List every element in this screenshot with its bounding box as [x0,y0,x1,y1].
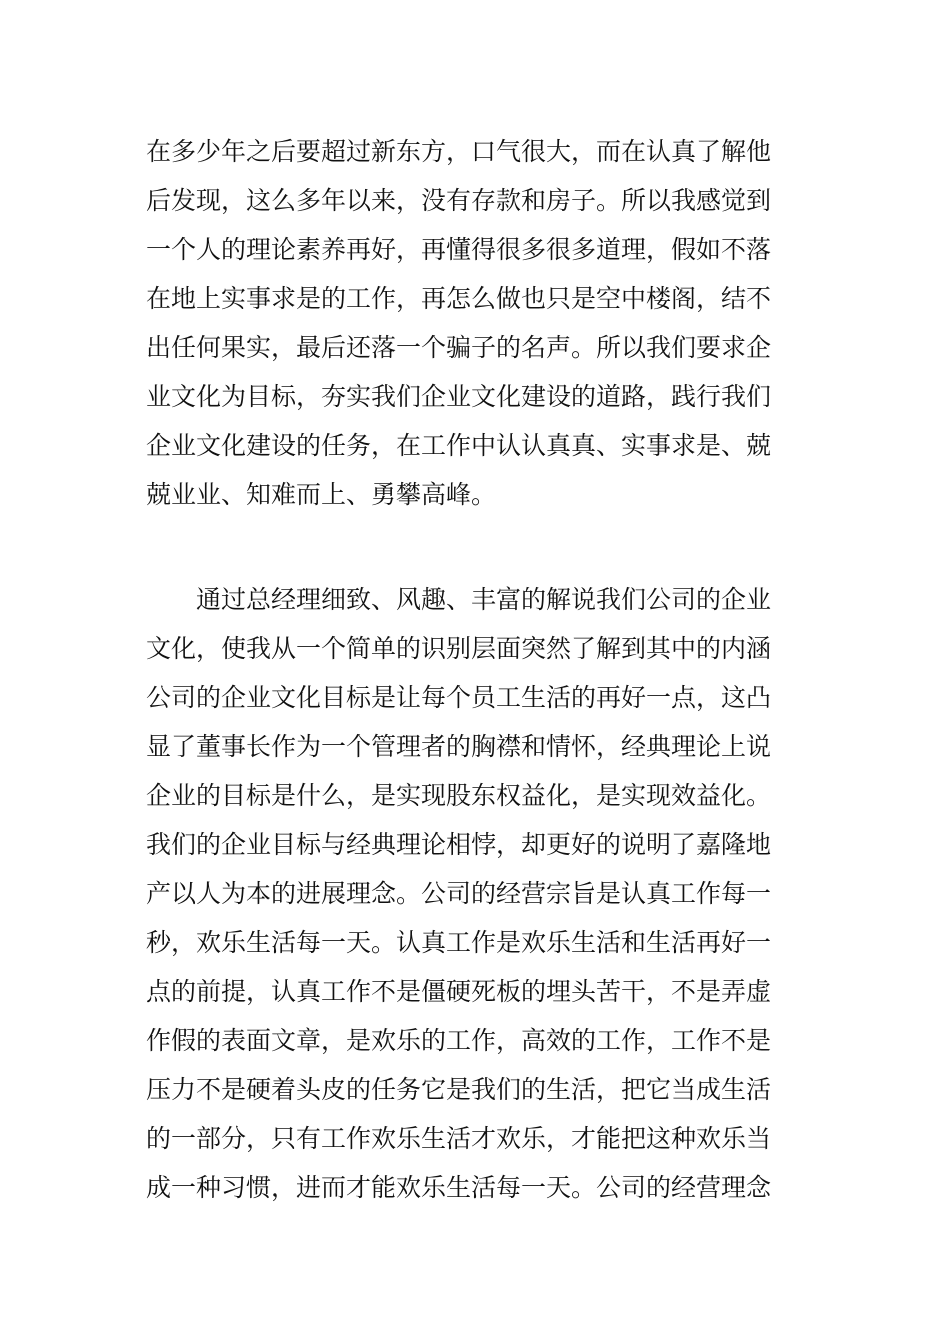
paragraph-line: 秒，欢乐生活每一天。认真工作是欢乐生活和生活再好一 [146,928,772,957]
paragraph-line: 文化，使我从一个简单的识别层面突然了解到其中的内涵 [146,634,772,663]
paragraph-line: 在地上实事求是的工作，再怎么做也只是空中楼阁，结不 [146,284,772,313]
paragraph-line: 压力不是硬着头皮的任务它是我们的生活，把它当成生活 [146,1075,772,1104]
paragraph-line: 业文化为目标，夯实我们企业文化建设的道路，践行我们 [146,382,772,411]
paragraph-line: 作假的表面文章，是欢乐的工作，高效的工作，工作不是 [146,1026,772,1055]
paragraph-1 [146,127,811,519]
paragraph-line: 显了董事长作为一个管理者的胸襟和情怀，经典理论上说 [146,732,772,761]
paragraph-line: 出任何果实，最后还落一个骗子的名声。所以我们要求企 [146,333,772,362]
paragraph-line: 成一种习惯，进而才能欢乐生活每一天。公司的经营理念 [146,1173,772,1202]
paragraph-line: 一个人的理论素养再好，再懂得很多很多道理，假如不落 [146,235,772,264]
paragraph-line: 企业的目标是什么，是实现股东权益化，是实现效益化。 [146,781,772,810]
paragraph-line: 点的前提，认真工作不是僵硬死板的埋头苦干，不是弄虚 [146,977,772,1006]
paragraph-line: 通过总经理细致、风趣、丰富的解说我们公司的企业 [146,585,772,614]
paragraph-line: 我们的企业目标与经典理论相悖，却更好的说明了嘉隆地 [146,830,772,859]
paragraph-line: 的一部分，只有工作欢乐生活才欢乐，才能把这种欢乐当 [146,1124,772,1153]
paragraph-line: 兢业业、知难而上、勇攀高峰。 [146,480,497,509]
paragraph-line: 企业文化建设的任务，在工作中认认真真、实事求是、兢 [146,431,772,460]
paragraph-line: 公司的企业文化目标是让每个员工生活的再好一点，这凸 [146,683,772,712]
paragraph-2 [146,575,811,1212]
paragraph-line: 产以人为本的进展理念。公司的经营宗旨是认真工作每一 [146,879,772,908]
paragraph-line: 后发现，这么多年以来，没有存款和房子。所以我感觉到 [146,186,772,215]
paragraph-line: 在多少年之后要超过新东方，口气很大，而在认真了解他 [146,137,772,166]
